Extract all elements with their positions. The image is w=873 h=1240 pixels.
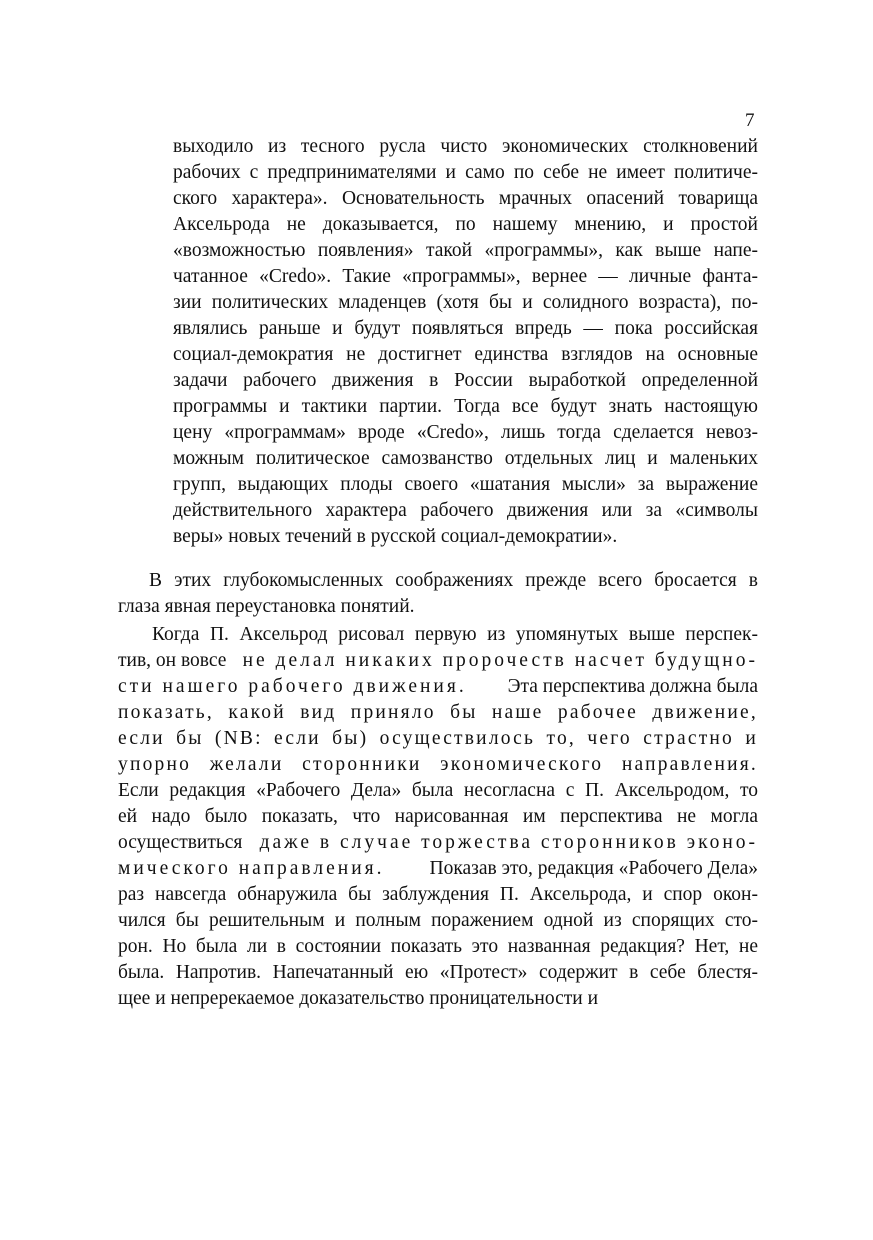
emphasis-line: упорно желали сторонники экономического направления. [118,754,758,775]
paragraph-line [118,674,758,700]
emphasis-line: если бы (NB: если бы) осуществилось то, чего страстно и [118,728,758,749]
quote-line: являлись раньше и будут появляться впредь — пока российская [173,318,758,339]
paragraph-line: чился бы решительным и полным поражением одной из спорящих сто- [118,910,758,931]
paragraph-line: Если редакция «Рабочего Дела» была несогласна с П. Аксельродом, то [118,780,758,801]
paragraph-line: ей надо было показать, что нарисованная им перспектива не могла [118,806,758,827]
paragraph-line [118,830,758,856]
quote-line: веры» новых течений в русской социал-демократии». [173,526,618,547]
paragraph-line: рон. Но была ли в состоянии показать это названная редакция? Нет, не [118,936,758,957]
paragraph-line: раз навсегда обнаружила бы заблуждения П. Аксельрода, и спор окон- [118,884,758,905]
quote-line: рабочих с предпринимателями и само по себе не имеет политиче- [173,162,758,183]
paragraph-line: глаза явная переустановка понятий. [118,596,415,617]
text-run: тив, он вовсе [118,650,227,671]
paragraph-line [118,648,758,674]
emphasis-text: мического направления. [118,858,385,879]
quote-line: программы и тактики партии. Тогда все будут знать настоящую [173,396,758,417]
quote-line: цену «программам» вроде «Credo», лишь тогда сделается невоз- [173,422,758,443]
emphasis-text: сти нашего рабочего движения. [118,676,467,697]
emphasis-text: даже в случае торжества сторонников эконо- [259,832,758,853]
quote-line: чатанное «Credo». Такие «программы», вернее — личные фанта- [173,266,758,287]
emphasis-text: не делал никаких пророчеств насчет будущно- [242,650,758,671]
quote-line: выходило из тесного русла чисто экономических столкновений [173,136,758,157]
quote-line: социал-демократия не достигнет единства взглядов на основные [173,344,758,365]
quote-line: действительного характера рабочего движения или за «символы [173,500,758,521]
quote-line: можным политическое самозванство отдельных лиц и маленьких [173,448,758,469]
quote-line: ского характера». Основательность мрачных опасений товарища [173,188,758,209]
quote-line: групп, выдающих плоды своего «шатания мысли» за выражение [173,474,758,495]
paragraph-line: В этих глубокомысленных соображениях прежде всего бросается в [149,570,758,591]
quote-line: задачи рабочего движения в России выработкой определенной [173,370,758,391]
emphasis-line: показать, какой вид приняло бы наше рабочее движение, [118,702,758,723]
quote-line: зии политических младенцев (хотя бы и солидного возраста), по- [173,292,758,313]
text-run: Эта перспектива должна была [507,676,758,697]
quote-line: Аксельрода не доказывается, по нашему мнению, и простой [173,214,758,235]
text-run: Показав это, редакция «Рабочего Дела» [429,858,758,879]
paragraph-line: Когда П. Аксельрод рисовал первую из упомянутых выше перспек- [152,624,758,645]
text-run: осуществиться [118,832,243,853]
paragraph-line [118,856,758,882]
paragraph-line: была. Напротив. Напечатанный ею «Протест» содержит в себе блестя- [118,962,758,983]
page-number: 7 [745,110,755,131]
quote-line: «возможностью появления» такой «программы», как выше напе- [173,240,758,261]
paragraph-line: щее и непререкаемое доказательство проницательности и [118,988,599,1009]
